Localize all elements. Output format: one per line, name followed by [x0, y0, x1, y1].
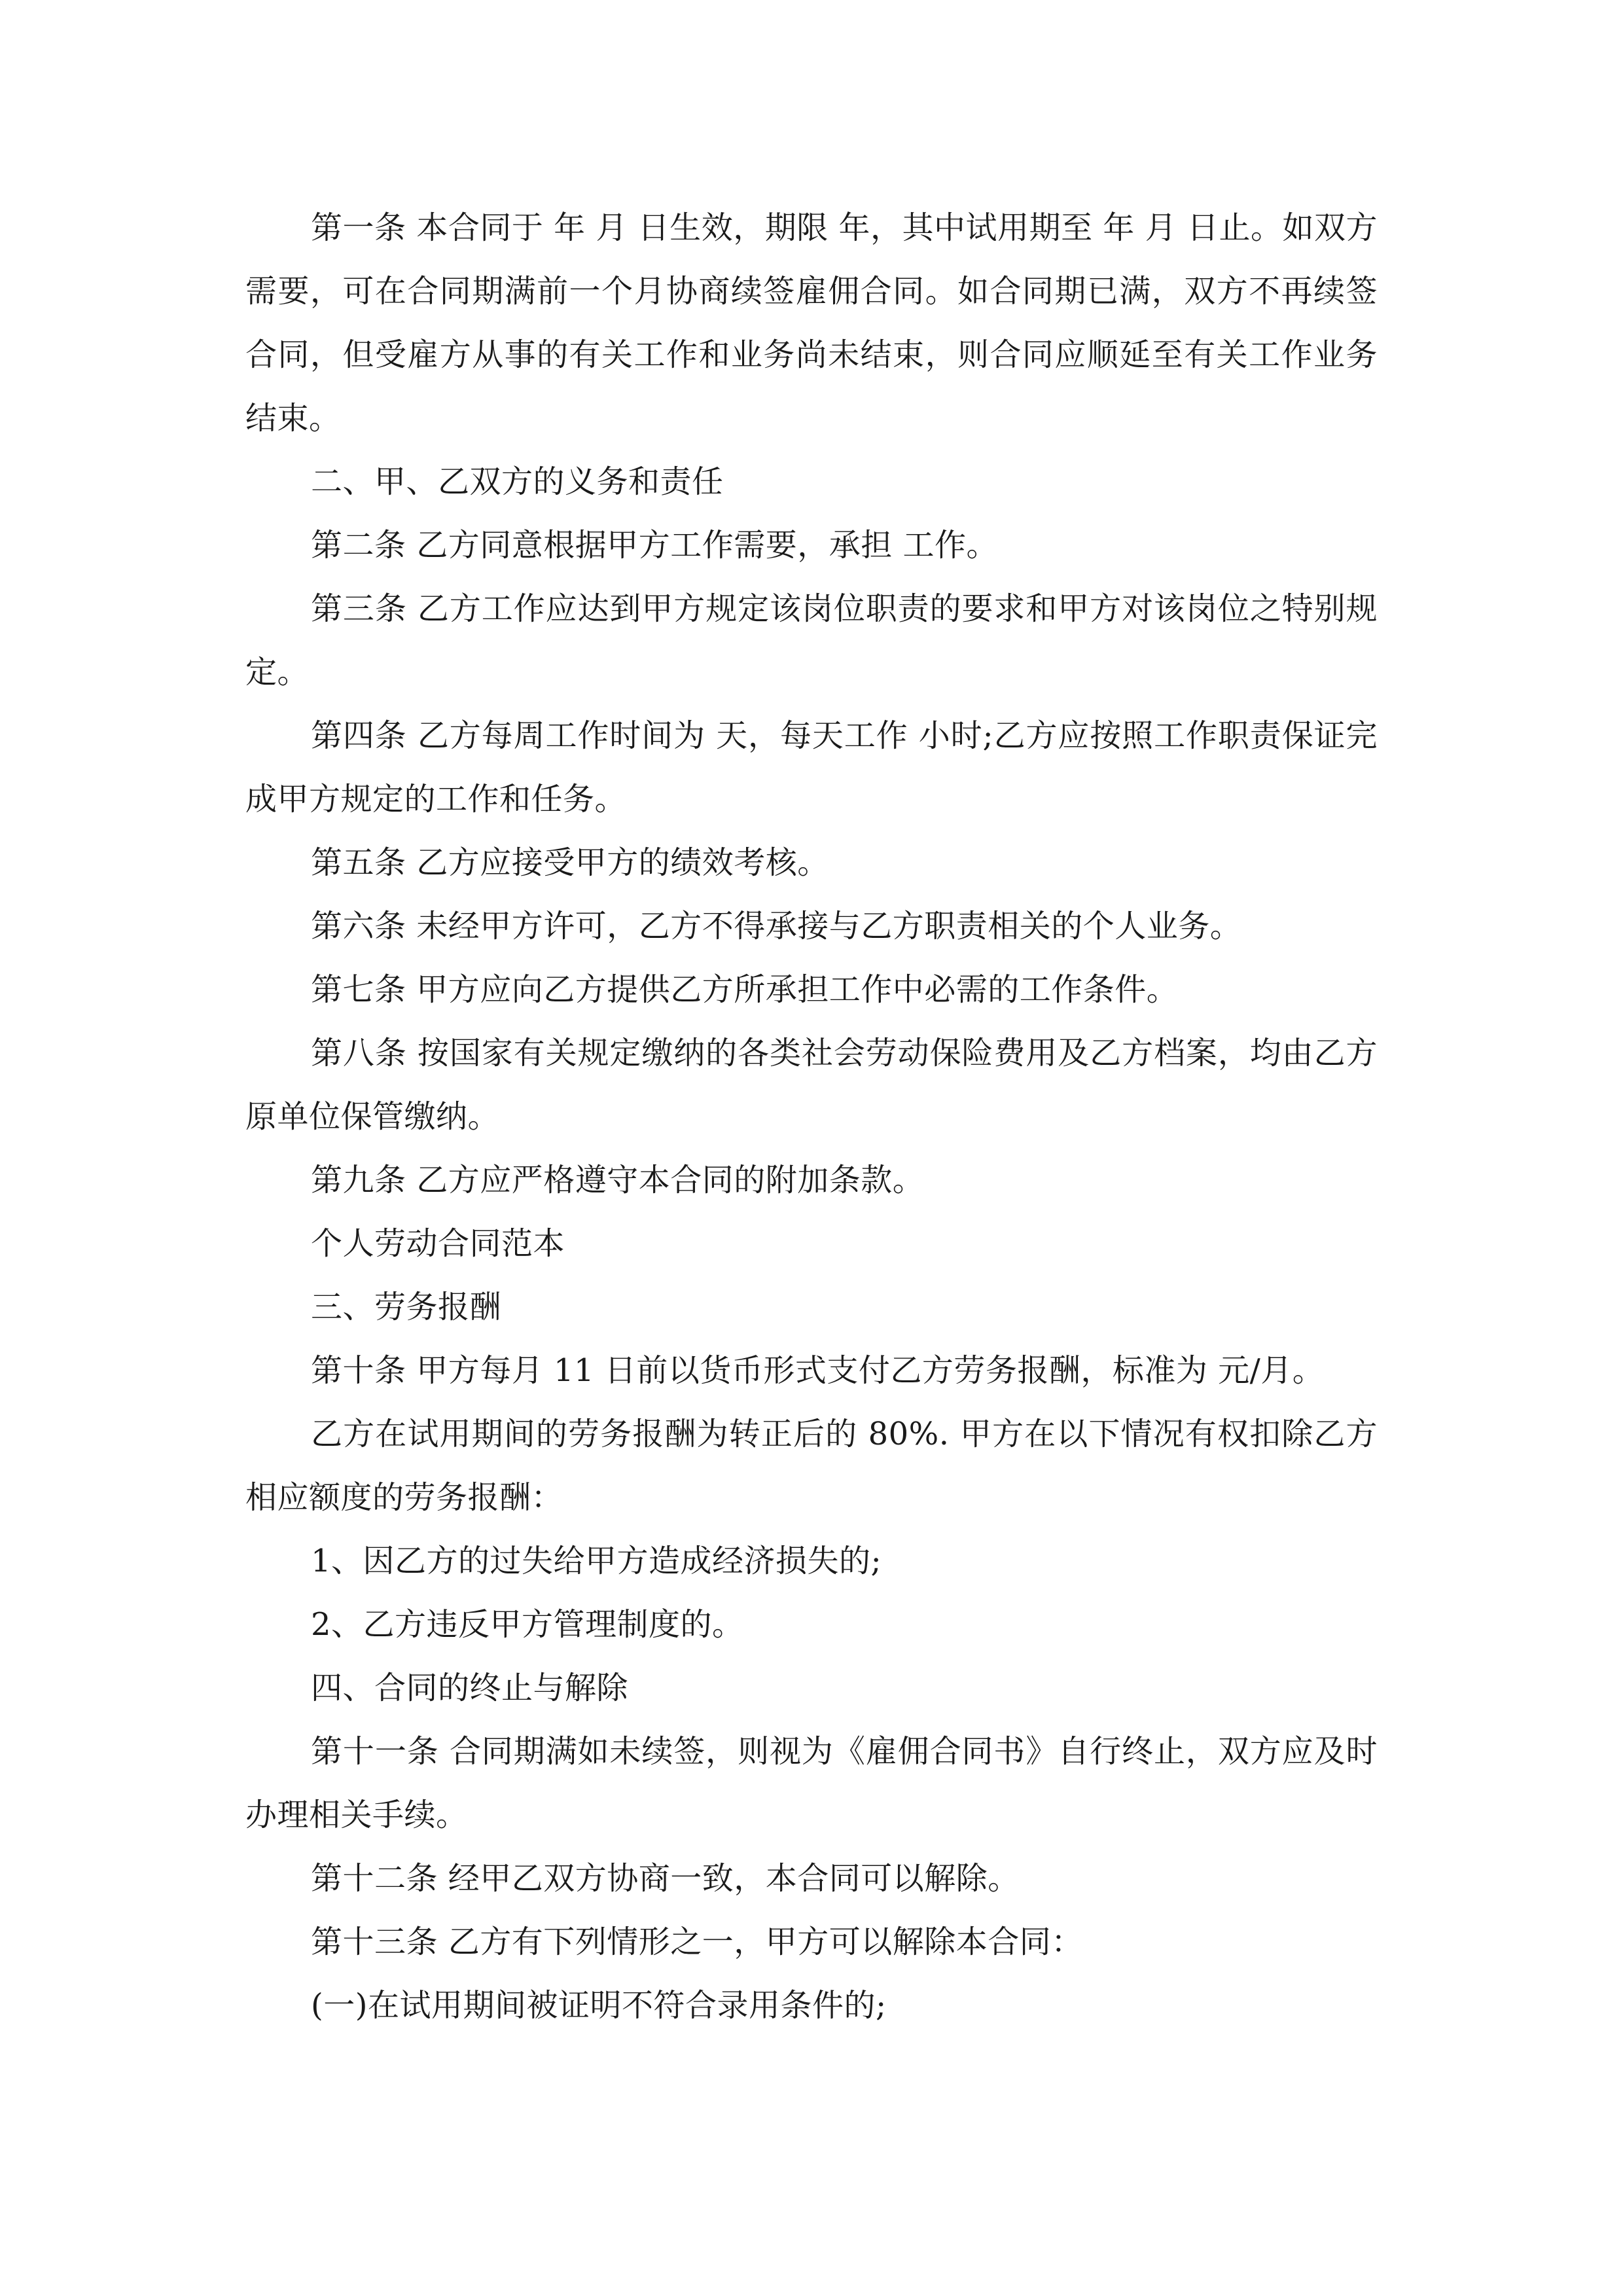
paragraph-article-10: 第十条 甲方每月 11 日前以货币形式支付乙方劳务报酬，标准为 元/月。 — [311, 1352, 1325, 1389]
section-heading-remuneration: 三、劳务报酬 — [311, 1289, 502, 1325]
paragraph-probation-pay: 乙方在试用期间的劳务报酬为转正后的 80%. 甲方在以下情况有权扣除乙方相应额度的劳务报酬： — [245, 1416, 1378, 1516]
paragraph-article-13: 第十三条 乙方有下列情形之一，甲方可以解除本合同： — [311, 1924, 1083, 1960]
paragraph-article-3: 第三条 乙方工作应达到甲方规定该岗位职责的要求和甲方对该岗位之特别规定。 — [245, 590, 1378, 691]
paragraph-article-11: 第十一条 合同期满如未续签，则视为《雇佣合同书》自行终止，双方应及时办理相关手续。 — [245, 1733, 1378, 1833]
list-item-1: 1、因乙方的过失给甲方造成经济损失的; — [311, 1543, 882, 1579]
section-heading-obligations: 二、甲、乙双方的义务和责任 — [311, 463, 724, 500]
section-heading-termination: 四、合同的终止与解除 — [311, 1670, 629, 1706]
paragraph-article-7: 第七条 甲方应向乙方提供乙方所承担工作中必需的工作条件。 — [311, 971, 1179, 1008]
paragraph-article-6: 第六条 未经甲方许可，乙方不得承接与乙方职责相关的个人业务。 — [311, 908, 1242, 944]
document-body — [245, 196, 1378, 2037]
paragraph-article-4: 第四条 乙方每周工作时间为 天，每天工作 小时;乙方应按照工作职责保证完成甲方规定的工作和任务。 — [245, 717, 1378, 817]
paragraph-article-2: 第二条 乙方同意根据甲方工作需要，承担 工作。 — [311, 527, 999, 564]
paragraph-article-12: 第十二条 经甲乙双方协商一致，本合同可以解除。 — [311, 1860, 1020, 1897]
paragraph-article-8: 第八条 按国家有关规定缴纳的各类社会劳动保险费用及乙方档案，均由乙方原单位保管缴纳。 — [245, 1035, 1378, 1135]
list-item-2: 2、乙方违反甲方管理制度的。 — [311, 1606, 744, 1643]
interstitial-title: 个人劳动合同范本 — [311, 1225, 565, 1262]
paragraph-article-5: 第五条 乙方应接受甲方的绩效考核。 — [311, 844, 829, 881]
paragraph-article-9: 第九条 乙方应严格遵守本合同的附加条款。 — [311, 1162, 925, 1198]
list-item-termination-1: (一)在试用期间被证明不符合录用条件的; — [311, 1987, 887, 2024]
paragraph-article-1: 第一条 本合同于 年 月 日生效，期限 年，其中试用期至 年 月 日止。如双方需要，可在合同期满前一个月协商续签雇佣合同。如合同期已满，双方不再续签合同，但受雇方从事的有关工作和业务尚未结束，则合同应顺延至有关工作业务结束。 — [245, 209, 1378, 437]
